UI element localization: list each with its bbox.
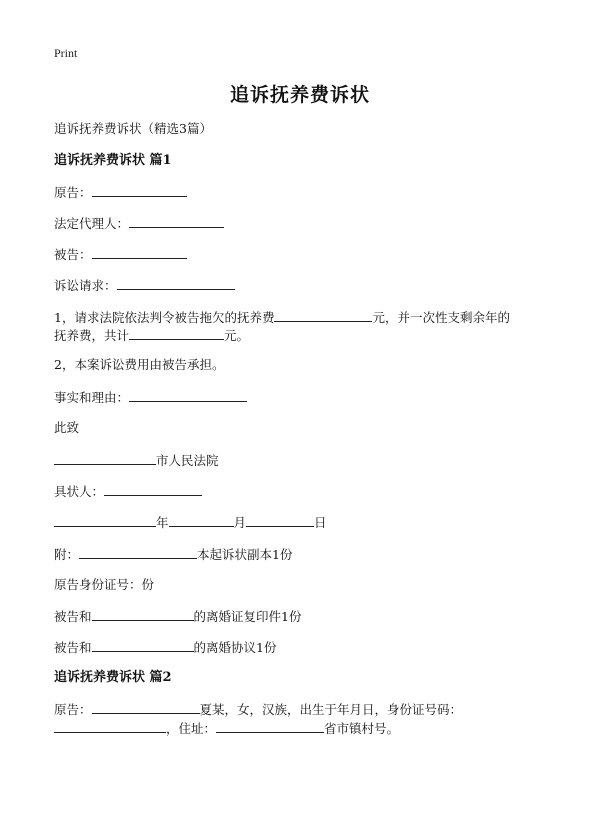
marriage-cert-line xyxy=(54,607,301,626)
legal-rep-label: 法定代理人： xyxy=(54,216,130,231)
section-heading-2: 追诉抚养费诉状 篇2 xyxy=(54,670,172,685)
s2-plaintiff-label: 原告： xyxy=(54,702,92,717)
claim2-line: 2，本案诉讼费用由被告承担。 xyxy=(54,357,225,372)
defendant-label: 被告： xyxy=(54,247,92,262)
facts-label: 事实和理由： xyxy=(54,390,130,405)
document-title: 追诉抚养费诉状 xyxy=(229,84,370,106)
id-line: 原告身份证号：份 xyxy=(54,577,155,592)
s2-address-blank xyxy=(216,719,324,733)
print-link[interactable]: Print xyxy=(54,46,78,60)
court-blank xyxy=(54,451,156,465)
s2-address-suffix: 省市镇村号。 xyxy=(324,721,400,736)
claim1-total-blank xyxy=(129,326,224,340)
s2-address-label: ，住址： xyxy=(166,721,217,736)
marriage-cert-prefix: 被告和 xyxy=(54,609,92,624)
legal-rep-blank xyxy=(129,214,224,228)
claims-label: 诉讼请求： xyxy=(54,278,117,293)
legal-rep-line xyxy=(54,214,224,233)
section-heading-1: 追诉抚养费诉状 篇1 xyxy=(54,153,172,168)
defendant-blank xyxy=(92,245,187,259)
divorce-agreement-line xyxy=(54,638,276,657)
plaintiff-label: 原告： xyxy=(54,185,92,200)
divorce-agreement-suffix: 的离婚协议1份 xyxy=(193,640,277,655)
divorce-agreement-prefix: 被告和 xyxy=(54,640,92,655)
signer-blank xyxy=(104,482,202,496)
facts-line xyxy=(54,388,247,407)
facts-blank xyxy=(129,388,247,402)
claim1-end: 元。 xyxy=(224,328,250,343)
defendant-line xyxy=(54,245,187,264)
attach-suffix: 本起诉状副本1份 xyxy=(197,547,293,562)
claim1-text: 1，请求法院依法判令被告拖欠的抚养费 xyxy=(54,310,275,325)
document-subtitle: 追诉抚养费诉状（精选3篇） xyxy=(54,121,212,136)
attachment-line xyxy=(54,545,292,564)
salutation: 此致 xyxy=(54,420,80,435)
year-blank xyxy=(54,513,156,527)
claims-blank xyxy=(117,276,235,290)
claim1-total-label: 抚养费，共计 xyxy=(54,328,130,343)
s2-plaintiff-blank xyxy=(92,700,200,714)
signer-line xyxy=(54,482,202,501)
year-label: 年 xyxy=(156,515,169,530)
s2-plaintiff-info: 夏某，女，汉族，出生于年月日，身份证号码： xyxy=(199,702,463,717)
marriage-cert-suffix: 的离婚证复印件1份 xyxy=(193,609,302,624)
court-line xyxy=(54,451,219,470)
day-label: 日 xyxy=(314,515,327,530)
signer-label: 具状人： xyxy=(54,484,105,499)
plaintiff-line xyxy=(54,183,187,202)
plaintiff-blank xyxy=(92,183,187,197)
claim1-amount-blank xyxy=(274,308,372,322)
day-blank xyxy=(246,513,314,527)
attach-label: 附： xyxy=(54,547,80,562)
month-blank xyxy=(169,513,234,527)
s2-id-blank xyxy=(54,719,166,733)
court-suffix: 市人民法院 xyxy=(156,453,219,468)
date-line xyxy=(54,513,327,532)
claim1-line xyxy=(54,308,510,327)
claim1-text-cont: 元，并一次性支剩余年的 xyxy=(372,310,510,325)
s2-plaintiff-line xyxy=(54,700,462,719)
marriage-cert-blank xyxy=(92,607,194,621)
divorce-agreement-blank xyxy=(92,638,194,652)
claim1-line-2 xyxy=(54,326,249,345)
claims-line xyxy=(54,276,235,295)
s2-address-line xyxy=(54,719,399,738)
month-label: 月 xyxy=(233,515,247,530)
attach-blank xyxy=(79,545,197,559)
